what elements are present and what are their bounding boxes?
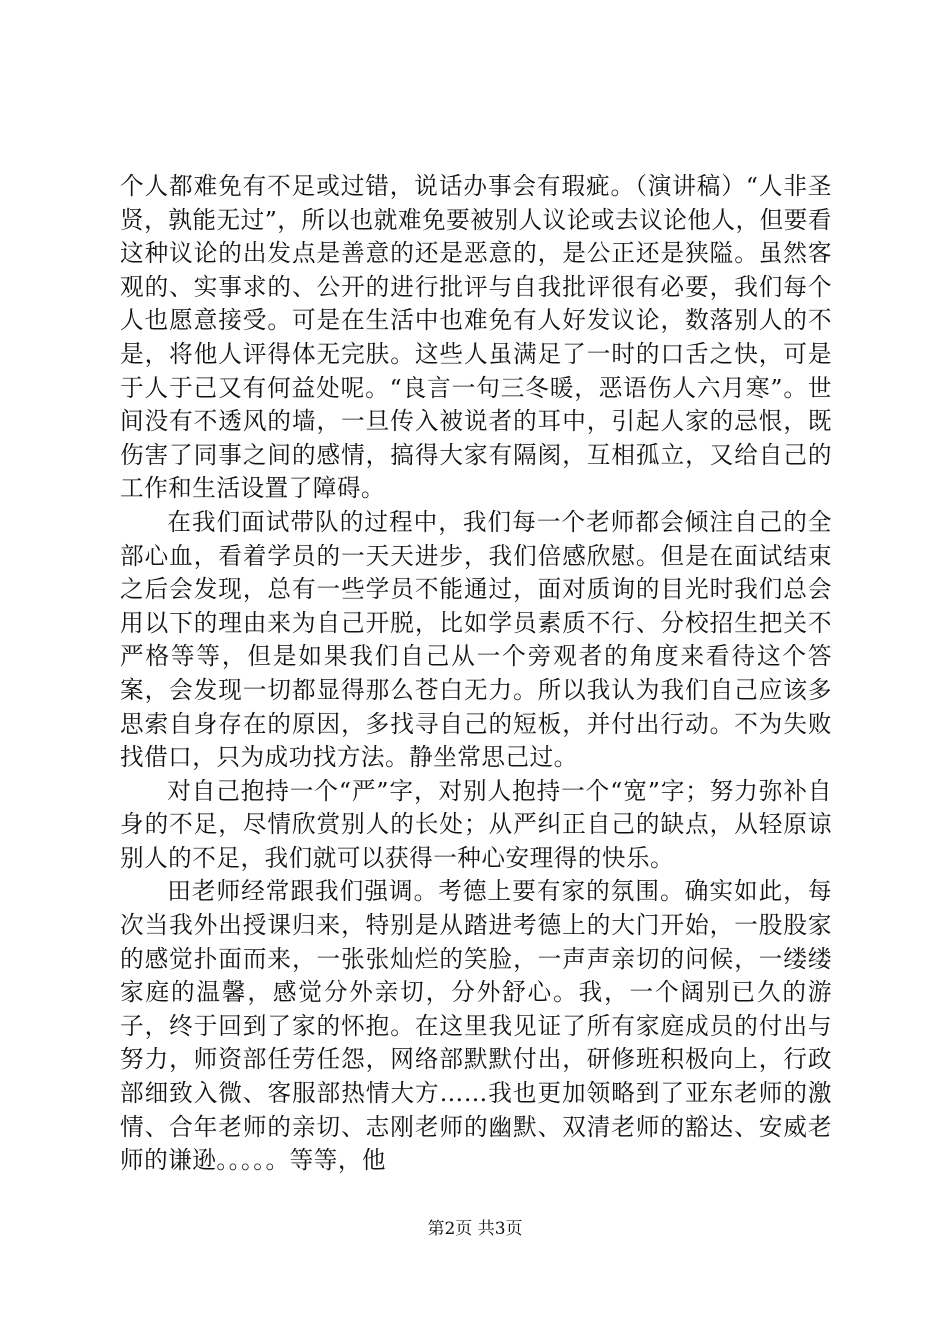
document-body [120, 170, 832, 1178]
paragraph-2: 在我们面试带队的过程中，我们每一个老师都会倾注自己的全部心血，看着学员的一天天进步，我们倍感欣慰。但是在面试结束之后会发现，总有一些学员不能通过，面对质询的目光时我们总会用以下的理由来为自己开脱，比如学员素质不行、分校招生把关不严格等等，但是如果我们自己从一个旁观者的角度来看待这个答案，会发现一切都显得那么苍白无力。所以我认为我们自己应该多思索自身存在的原因，多找寻自己的短板，并付出行动。不为失败找借口，只为成功找方法。静坐常思己过。 [120, 507, 832, 772]
paragraph-4: 田老师经常跟我们强调。考德上要有家的氛围。确实如此，每次当我外出授课归来，特别是从踏进考德上的大门开始，一股股家的感觉扑面而来，一张张灿烂的笑脸，一声声亲切的问候，一缕缕家庭的温馨，感觉分外亲切，分外舒心。我，一个阔别已久的游子，终于回到了家的怀抱。在这里我见证了所有家庭成员的付出与努力，师资部任劳任怨，网络部默默付出，研修班积极向上，行政部细致入微、客服部热情大方……我也更加领略到了亚东老师的激情、合年老师的亲切、志刚老师的幽默、双清老师的豁达、安威老师的谦逊。。。。。等等，他 [120, 877, 832, 1175]
page-number-footer: 第2页 共3页 [427, 1219, 523, 1239]
paragraph-3: 对自己抱持一个“严”字，对别人抱持一个“宽”字；努力弥补自身的不足，尽情欣赏别人的长处；从严纠正自己的缺点，从轻原谅别人的不足，我们就可以获得一种心安理得的快乐。 [120, 776, 832, 872]
paragraph-1: 个人都难免有不足或过错，说话办事会有瑕疵。（演讲稿）“人非圣贤，孰能无过”，所以也就难免要被别人议论或去议论他人，但要看这种议论的出发点是善意的还是恶意的，是公正还是狭隘。虽然客观的、实事求的、公开的进行批评与自我批评很有必要，我们每个人也愿意接受。可是在生活中也难免有人好发议论，数落别人的不是，将他人评得体无完肤。这些人虽满足了一时的口舌之快，可是于人于己又有何益处呢。“良言一句三冬暖，恶语伤人六月寒”。世间没有不透风的墙，一旦传入被说者的耳中，引起人家的忌恨，既伤害了同事之间的感情，搞得大家有隔阂，互相孤立，又给自己的工作和生活设置了障碍。 [120, 172, 832, 503]
